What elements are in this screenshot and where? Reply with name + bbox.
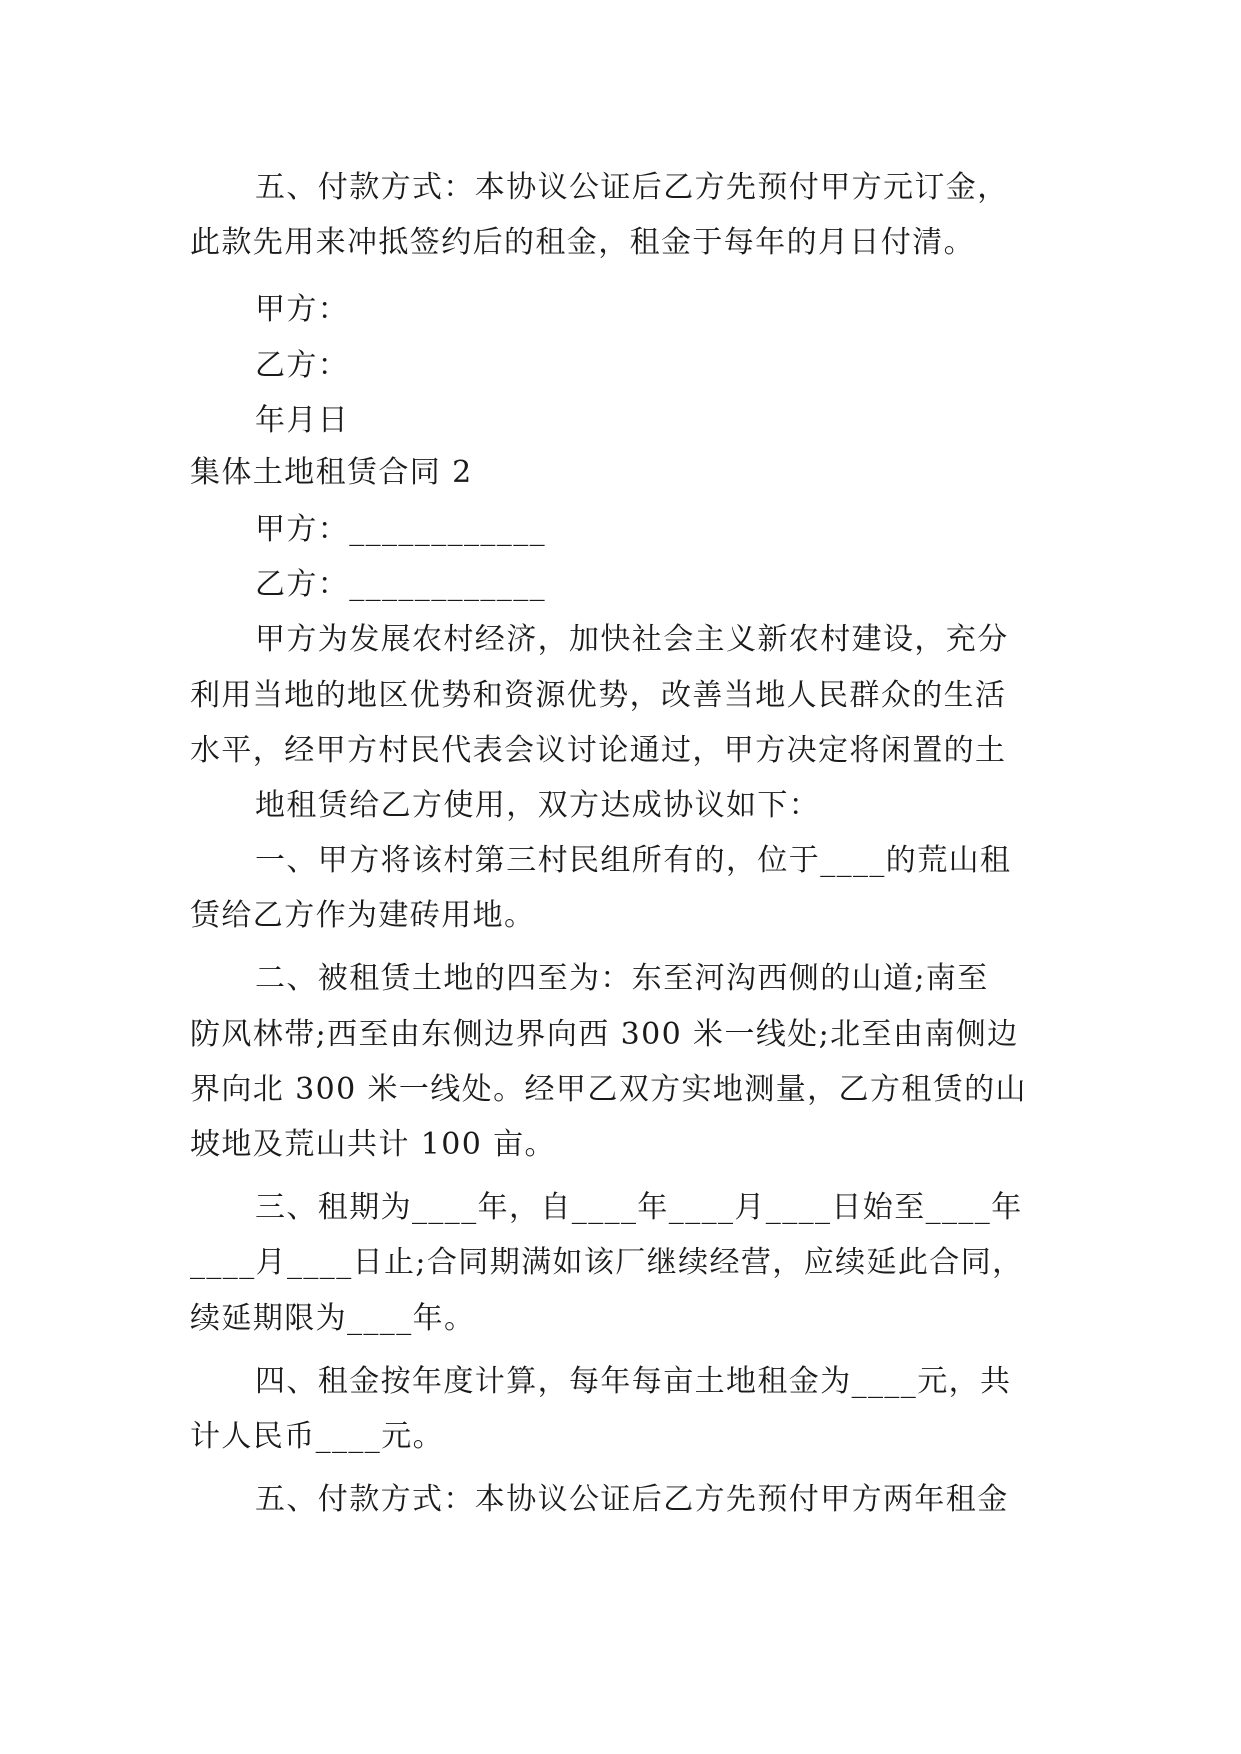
clause-1-line: 一、甲方将该村第三村民组所有的，位于____的荒山租 — [255, 843, 1012, 879]
clause-1-line: 赁给乙方作为建砖用地。 — [190, 898, 536, 934]
party-a-field: 甲方：____________ — [255, 511, 546, 547]
paragraph-line: 水平，经甲方村民代表会议讨论通过，甲方决定将闲置的土 — [190, 732, 1007, 768]
paragraph-line: 甲方为发展农村经济，加快社会主义新农村建设，充分 — [255, 622, 1009, 658]
paragraph-line: 此款先用来冲抵签约后的租金，租金于每年的月日付清。 — [190, 225, 975, 261]
clause-3-line: 三、租期为____年，自____年____月____日始至____年 — [255, 1190, 1023, 1226]
clause-2-line: 坡地及荒山共计 100 亩。 — [190, 1127, 556, 1162]
date-label: 年月日 — [255, 402, 350, 438]
clause-4-line: 计人民币____元。 — [190, 1418, 444, 1454]
clause-2-line: 界向北 300 米一线处。经甲乙双方实地测量，乙方租赁的山 — [190, 1071, 1027, 1107]
clause-2-line: 二、被租赁土地的四至为：东至河沟西侧的山道;南至 — [255, 961, 989, 997]
party-a-label: 甲方： — [255, 292, 350, 328]
contract-title: 集体土地租赁合同 2 — [190, 454, 473, 490]
party-b-field: 乙方：____________ — [255, 567, 546, 603]
paragraph-line: 利用当地的地区优势和资源优势，改善当地人民群众的生活 — [190, 677, 1007, 713]
paragraph-line: 五、付款方式：本协议公证后乙方先预付甲方元订金， — [255, 170, 1009, 205]
party-b-label: 乙方： — [255, 347, 350, 383]
paragraph-line: 地租赁给乙方使用，双方达成协议如下： — [255, 787, 821, 823]
clause-2-line: 防风林带;西至由东侧边界向西 300 米一线处;北至由南侧边 — [190, 1016, 1019, 1052]
document-body — [190, 160, 1070, 1527]
clause-5-line: 五、付款方式：本协议公证后乙方先预付甲方两年租金 — [255, 1482, 1009, 1518]
clause-3-line: 续延期限为____年。 — [190, 1300, 476, 1336]
clause-4-line: 四、租金按年度计算，每年每亩土地租金为____元，共 — [255, 1363, 1012, 1399]
clause-3-line: ____月____日止;合同期满如该厂继续经营，应续延此合同， — [190, 1245, 1024, 1281]
